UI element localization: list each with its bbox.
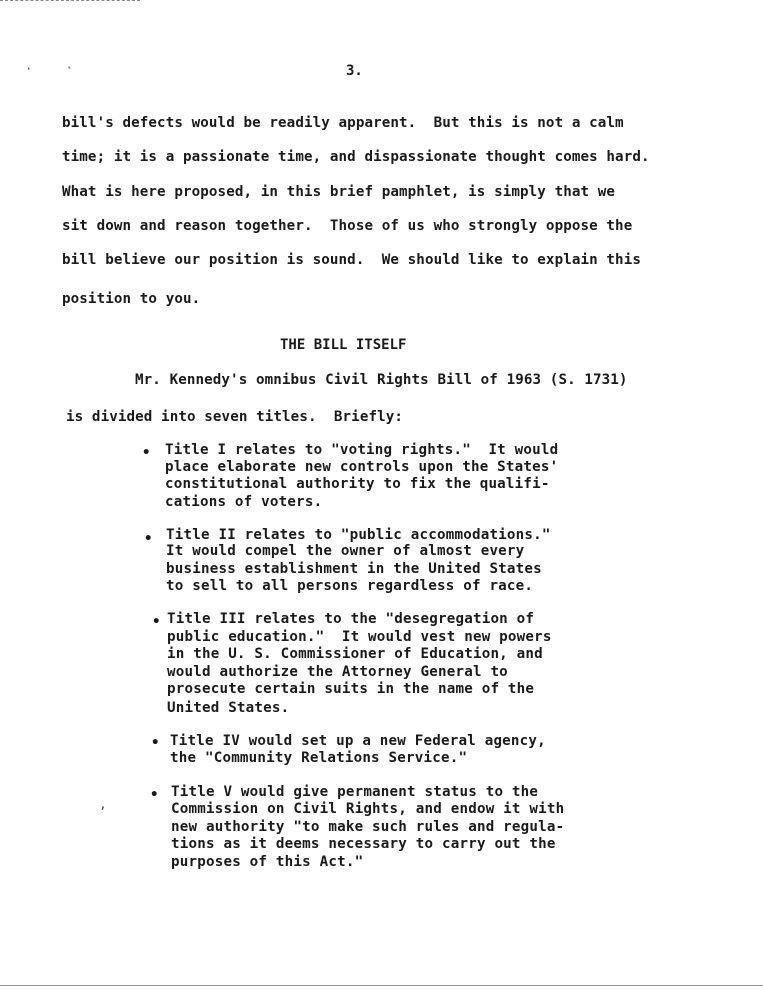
list-item-line: prosecute certain suits in the name of the <box>167 681 535 697</box>
bullet-icon: • <box>152 614 161 630</box>
paragraph-line: position to you. <box>62 291 201 307</box>
paragraph-line: bill believe our position is sound. We should like to explain this <box>62 252 641 268</box>
bottom-edge-rule <box>0 985 763 986</box>
paragraph-line: bill's defects would be readily apparent. But this is not a calm <box>62 115 624 131</box>
paragraph-line: What is here proposed, in this brief pamphlet, is simply that we <box>62 184 616 200</box>
list-item-line: Commission on Civil Rights, and endow it with <box>171 801 565 817</box>
stray-mark: ˛ <box>66 55 74 69</box>
bullet-icon: • <box>150 787 159 803</box>
list-item-line: purposes of this Act." <box>171 854 364 870</box>
list-item-line: Title IV would set up a new Federal agency, <box>170 733 546 749</box>
bullet-icon: • <box>144 531 153 547</box>
list-item-line: Title V would give permanent status to the <box>171 784 539 800</box>
intro-line: is divided into seven titles. Briefly: <box>66 409 404 425</box>
list-item-line: would authorize the Attorney General to <box>167 664 508 680</box>
stray-mark: ʼ <box>99 805 107 819</box>
list-item-line: Title III relates to the "desegregation of <box>167 611 535 627</box>
section-heading: THE BILL ITSELF <box>280 337 407 353</box>
bullet-icon: • <box>151 735 160 751</box>
list-item-line: to sell to all persons regardless of race. <box>166 578 534 594</box>
list-item-line: business establishment in the United States <box>166 561 542 577</box>
list-item-line: the "Community Relations Service." <box>170 750 468 766</box>
list-item-line: new authority "to make such rules and regula- <box>171 819 565 835</box>
list-item-line: constitutional authority to fix the qualifi- <box>165 476 550 492</box>
list-item-line: It would compel the owner of almost every <box>166 543 525 559</box>
list-item-line: tions as it deems necessary to carry out the <box>171 836 556 852</box>
paragraph-line: sit down and reason together. Those of us who strongly oppose the <box>62 218 633 234</box>
list-item-line: Title II relates to "public accommodations." <box>166 527 551 543</box>
paragraph-line: time; it is a passionate time, and dispassionate thought comes hard. <box>62 149 650 165</box>
top-edge-dashes <box>0 0 140 3</box>
list-item-line: in the U. S. Commissioner of Education, and <box>167 646 543 662</box>
list-item-line: cations of voters. <box>165 494 323 510</box>
list-item-line: United States. <box>167 700 290 716</box>
list-item-line: place elaborate new controls upon the States' <box>165 459 559 475</box>
stray-mark: · <box>25 62 33 76</box>
bullet-icon: • <box>142 445 151 461</box>
list-item-line: public education." It would vest new powers <box>167 629 552 645</box>
intro-line: Mr. Kennedy's omnibus Civil Rights Bill of 1963 (S. 1731) <box>135 372 628 388</box>
page-number: 3. <box>346 63 363 79</box>
list-item-line: Title I relates to "voting rights." It would <box>165 442 559 458</box>
